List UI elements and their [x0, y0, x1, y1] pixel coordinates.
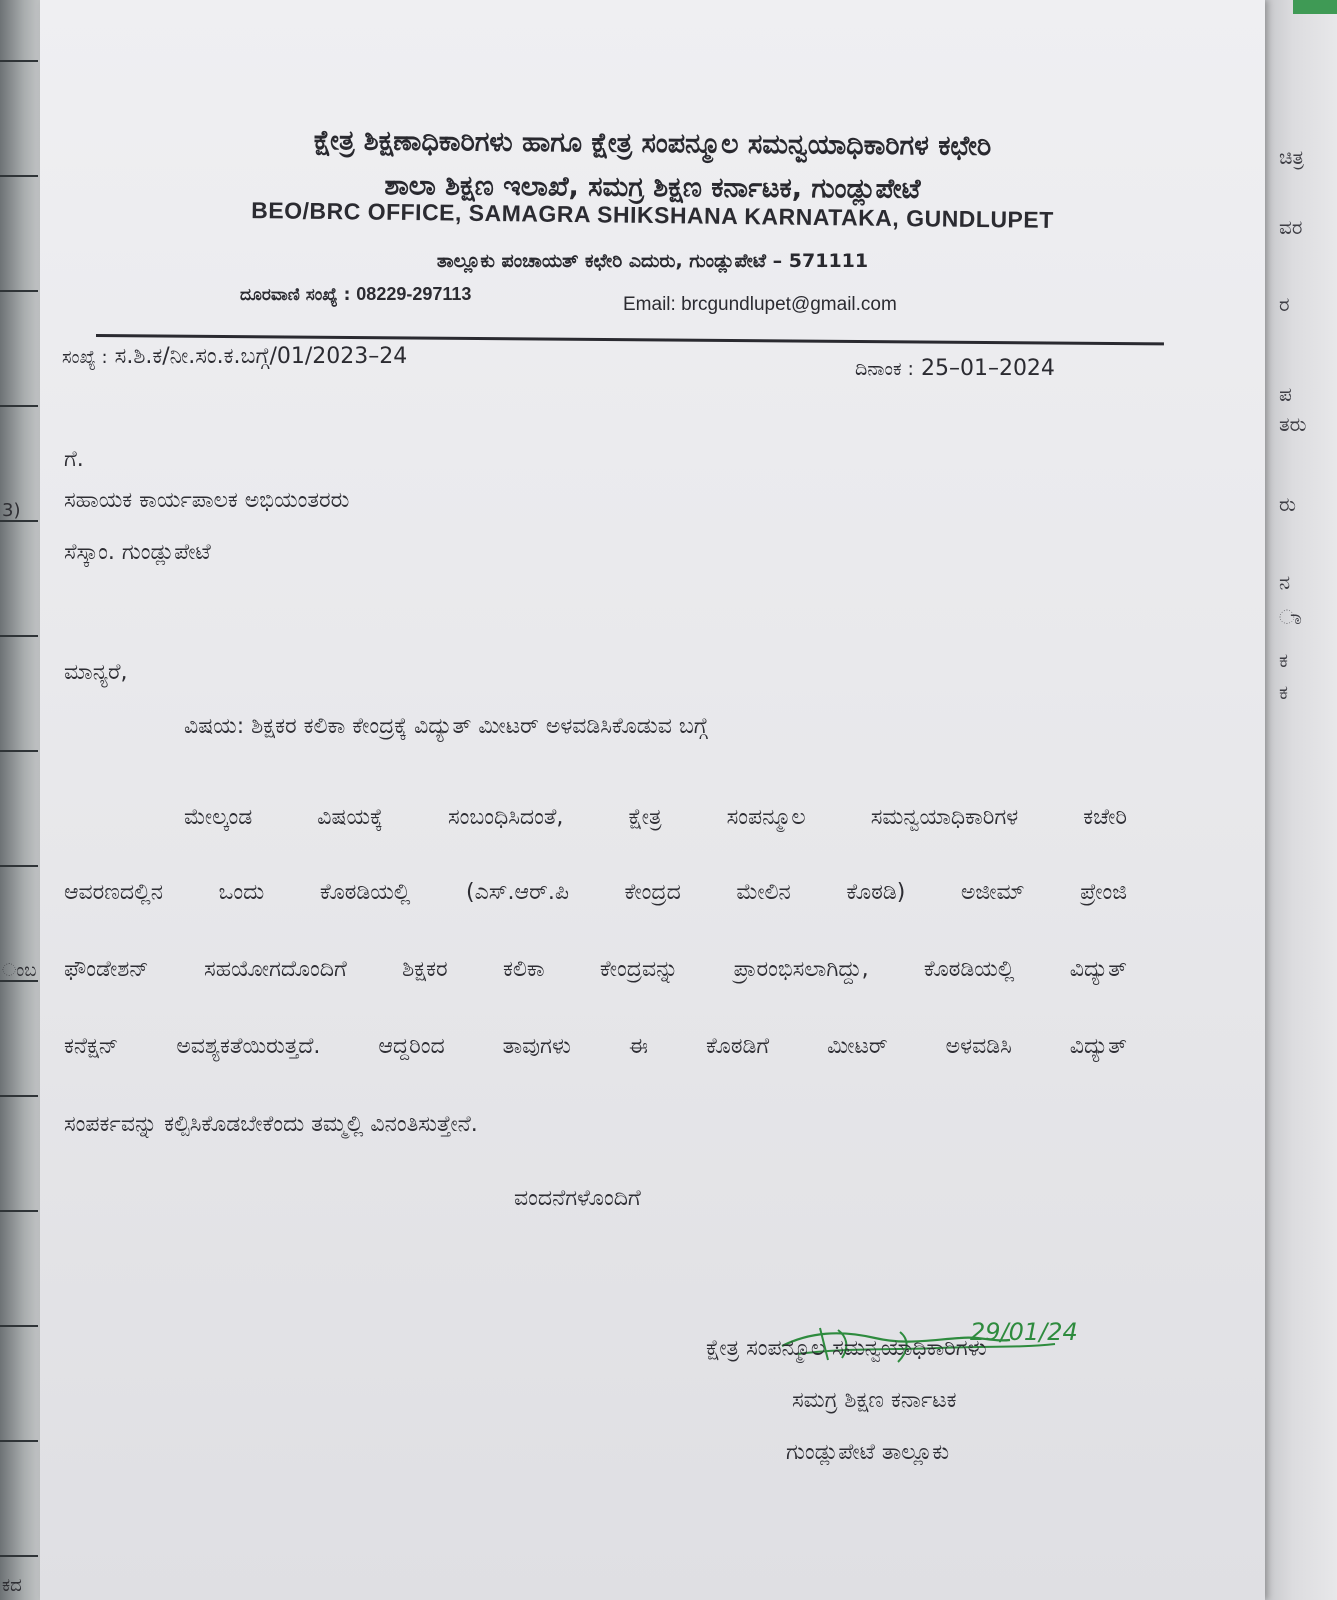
under-fragment: ರ [1279, 292, 1290, 316]
body-paragraph-line: ಕನೆಕ್ಷನ್ ಅವಶ್ಯಕತೆಯಿರುತ್ತದೆ. ಆದ್ದರಿಂದ ತಾವುಗಳು ಈ ಕೊಠಡಿಗೆ ಮೀಟರ್ ಅಳವಡಿಸಿ ವಿದ್ಯುತ್ [64, 1034, 1127, 1059]
body-paragraph-line: ಮೇಲ್ಕಂಡ ವಿಷಯಕ್ಕೆ ಸಂಬಂಧಿಸಿದಂತೆ, ಕ್ಷೇತ್ರ ಸಂಪನ್ಮೂಲ ಸಮನ್ವಯಾಧಿಕಾರಿಗಳ ಕಚೇರಿ [184, 805, 1127, 830]
binder-spine [0, 0, 45, 1600]
letterhead-email [623, 294, 897, 316]
binder-ring [0, 405, 38, 407]
left-fragment: ಕದ [2, 1575, 22, 1596]
recipient-to: ಗೆ. [64, 447, 84, 472]
letter-page [40, 0, 1265, 1600]
underlying-sheet [1262, 0, 1337, 1600]
binder-ring [0, 60, 38, 62]
binder-ring [0, 1555, 38, 1557]
binder-ring [0, 1210, 38, 1212]
date-value: 25–01–2024 [920, 356, 1055, 381]
letter-date [855, 356, 1055, 381]
body-paragraph-line: ಫೌಂಡೇಶನ್ ಸಹಯೋಗದೊಂದಿಗೆ ಶಿಕ್ಷಕರ ಕಲಿಕಾ ಕೇಂದ್ರವನ್ನು ಪ್ರಾರಂಭಿಸಲಾಗಿದ್ದು, ಕೊಠಡಿಯಲ್ಲಿ ವಿದ್ಯುತ್ [64, 957, 1127, 982]
reference-number-value: ಸ.ಶಿ.ಕ/ನೀ.ಸಂ.ಕ.ಬಗ್ಗೆ/01/2023–24 [114, 344, 408, 369]
letterhead-office-title: ಕ್ಷೇತ್ರ ಶಿಕ್ಷಣಾಧಿಕಾರಿಗಳು ಹಾಗೂ ಕ್ಷೇತ್ರ ಸಂಪನ್ಮೂಲ ಸಮನ್ವಯಾಧಿಕಾರಿಗಳ ಕಛೇರಿ [313, 125, 992, 162]
under-fragment: ಪ [1279, 382, 1292, 406]
signature-date: 29/01/24 [970, 1318, 1078, 1346]
letterhead-department: ಶಾಲಾ ಶಿಕ್ಷಣ ಇಲಾಖೆ, ಸಮಗ್ರ ಶಿಕ್ಷಣ ಕರ್ನಾಟಕ, ಗುಂಡ್ಲುಪೇಟೆ [384, 170, 921, 205]
left-fragment: 3) [2, 500, 21, 521]
letterhead-phone [240, 284, 471, 305]
left-fragment: ಂಬ [2, 960, 37, 981]
under-fragment: ನ [1279, 570, 1291, 594]
under-fragment: ಾ [1279, 605, 1302, 629]
body-paragraph-line: ಆವರಣದಲ್ಲಿನ ಒಂದು ಕೊಠಡಿಯಲ್ಲಿ (ಎಸ್.ಆರ್.ಪಿ ಕೇಂದ್ರದ ಮೇಲಿನ ಕೊಠಡಿ) ಅಜೀಮ್ ಪ್ರೇಂಜಿ [64, 880, 1127, 905]
binder-ring [0, 865, 38, 867]
binder-ring [0, 1325, 38, 1327]
phone-label: ದೂರವಾಣಿ ಸಂಖ್ಯೆ : [240, 285, 351, 305]
date-label: ದಿನಾಂಕ : [855, 358, 914, 380]
binder-ring [0, 750, 38, 752]
signatory-title: ಕ್ಷೇತ್ರ ಸಂಪನ್ಮೂಲ ಸಮನ್ವಯಾಧಿಕಾರಿಗಳು [706, 1336, 987, 1361]
letterhead-address: ತಾಲ್ಲೂಕು ಪಂಚಾಯತ್ ಕಛೇರಿ ಎದುರು, ಗುಂಡ್ಲುಪೇಟೆ – 571111 [436, 250, 869, 272]
under-fragment: ಕ [1279, 680, 1288, 704]
signatory-location: ಗುಂಡ್ಲುಪೇಟೆ ತಾಲ್ಲೂಕು [786, 1440, 950, 1465]
under-fragment: ರು [1279, 492, 1296, 516]
signatory-organization: ಸಮಗ್ರ ಶಿಕ್ಷಣ ಕರ್ನಾಟಕ [792, 1388, 957, 1413]
under-fragment: ಕ [1279, 648, 1288, 672]
binder-ring [0, 1440, 38, 1442]
subject-line: ವಿಷಯ: ಶಿಕ್ಷಕರ ಕಲಿಕಾ ಕೇಂದ್ರಕ್ಕೆ ವಿದ್ಯುತ್ ಮೀಟರ್ ಅಳವಡಿಸಿಕೊಡುವ ಬಗ್ಗೆ [184, 714, 708, 739]
body-paragraph-line: ಸಂಪರ್ಕವನ್ನು ಕಲ್ಪಿಸಿಕೊಡಬೇಕೆಂದು ತಮ್ಮಲ್ಲಿ ವಿನಂತಿಸುತ್ತೇನೆ. [64, 1112, 478, 1137]
email-address: brcgundlupet@gmail.com [681, 294, 897, 315]
salutation: ಮಾನ್ಯರೆ, [64, 660, 128, 685]
email-label: Email: [623, 294, 676, 315]
under-fragment: ತರು [1279, 412, 1307, 436]
reference-number [62, 344, 407, 369]
green-strip [1293, 0, 1337, 14]
under-fragment: ಚಿತ್ರ [1279, 145, 1304, 169]
recipient-office: ಸೆಸ್ಕಾಂ. ಗುಂಡ್ಲುಪೇಟೆ [64, 540, 211, 565]
binder-ring [0, 1095, 38, 1097]
binder-ring [0, 175, 38, 177]
binder-ring [0, 635, 38, 637]
under-fragment: ವರ [1279, 215, 1303, 239]
letterhead-english-title: BEO/BRC OFFICE, SAMAGRA SHIKSHANA KARNATAKA, GUNDLUPET [251, 197, 1054, 233]
phone-number: 08229-297113 [356, 284, 472, 304]
binder-ring [0, 290, 38, 292]
closing: ವಂದನೆಗಳೊಂದಿಗೆ [514, 1186, 641, 1211]
reference-number-label: ಸಂಖ್ಯೆ : [62, 347, 108, 368]
recipient-designation: ಸಹಾಯಕ ಕಾರ್ಯಪಾಲಕ ಅಭಿಯಂತರರು [64, 488, 350, 513]
